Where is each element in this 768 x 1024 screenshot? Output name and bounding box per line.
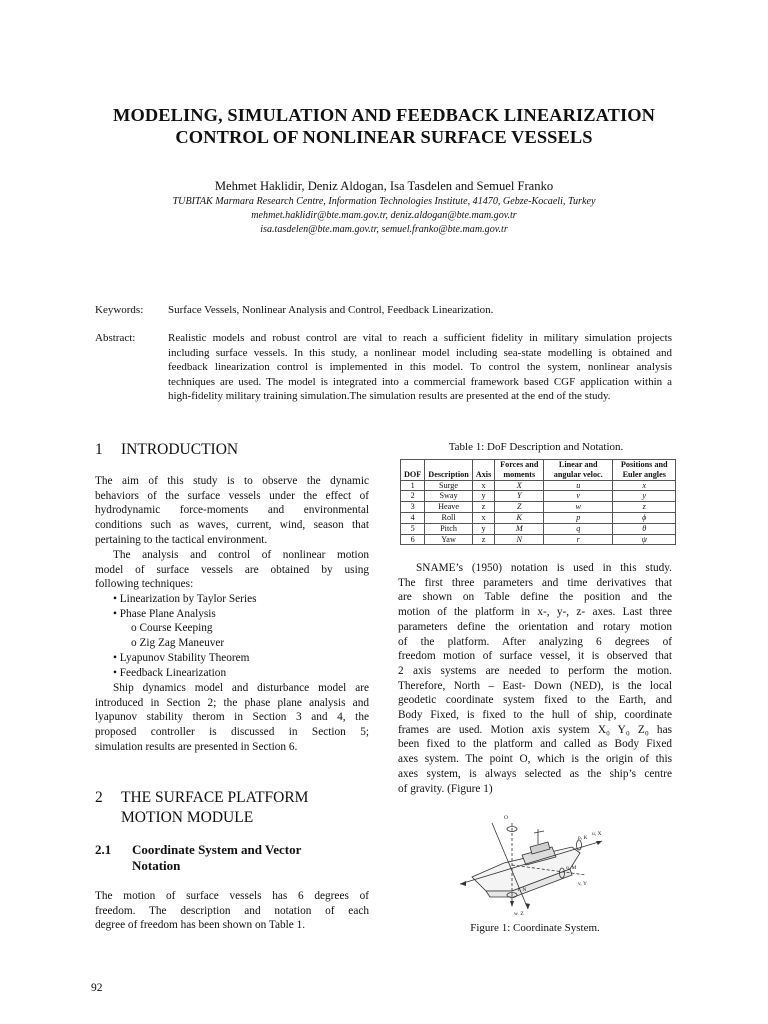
page-number: 92 bbox=[91, 982, 103, 994]
figure-label: v, Y bbox=[578, 881, 587, 887]
table-row bbox=[401, 534, 676, 545]
text-line: pertaining to the tactical environment. bbox=[95, 533, 268, 546]
text-line: geodetic coordinate system fixed to the Earth, and bbox=[398, 694, 672, 707]
table-row bbox=[401, 512, 676, 523]
text-line: of the platform. After analyzing 6 degrees of bbox=[398, 635, 672, 648]
list-item: • Linearization by Taylor Series bbox=[113, 593, 257, 605]
text-line: axes system. The point O, which is the origin of this bbox=[398, 753, 672, 766]
dof-table bbox=[400, 459, 676, 545]
table-cell: x bbox=[472, 512, 494, 523]
section-2-heading bbox=[95, 788, 308, 828]
table-cell: ψ bbox=[613, 534, 676, 545]
text-line: conditions such as waves, current, wind, season that bbox=[95, 519, 369, 532]
text-line: are shown on Table define the position and the bbox=[398, 591, 672, 604]
section-1-title: INTRODUCTION bbox=[121, 441, 239, 458]
table-cell: Heave bbox=[425, 502, 472, 513]
table-cell: z bbox=[472, 502, 494, 513]
text-line: behaviors of the surface vessels under the effect of bbox=[95, 489, 369, 502]
text-line: model of surface vessels are obtained by using bbox=[95, 563, 369, 576]
table-cell: K bbox=[495, 512, 544, 523]
table-body bbox=[401, 480, 676, 545]
text-line: hydrodynamic force-moments and environmental bbox=[95, 504, 369, 517]
text-line: freedom. The description and notation of each bbox=[95, 904, 369, 917]
list-item: • Lyapunov Stability Theorem bbox=[113, 651, 250, 664]
table-header-cell: Linear and angular veloc. bbox=[544, 460, 613, 481]
list-item: • Feedback Linearization bbox=[113, 666, 227, 679]
table-header-cell: Axis bbox=[472, 460, 494, 481]
text-line: lyapunov stability therom in Section 3 and 4, the bbox=[95, 711, 369, 724]
table-caption: Table 1: DoF Description and Notation. bbox=[448, 441, 624, 453]
list-item: o Zig Zag Maneuver bbox=[131, 637, 225, 650]
table-header-row bbox=[401, 460, 676, 481]
table-row bbox=[401, 480, 676, 491]
text-line: proposed controller is discussed in Section 5; bbox=[95, 726, 369, 739]
table-cell: x bbox=[472, 480, 494, 491]
table-cell: p bbox=[544, 512, 613, 523]
table-cell: Y bbox=[495, 491, 544, 502]
text-line: freedom motion of surface vessel, it is observed that bbox=[398, 650, 672, 663]
table-cell: Roll bbox=[425, 512, 472, 523]
figure-label: r, N bbox=[518, 887, 527, 893]
intro-paragraph-1 bbox=[95, 474, 369, 548]
section-2-1-title-line: Notation bbox=[132, 858, 181, 873]
table-cell: N bbox=[495, 534, 544, 545]
paper-title bbox=[60, 104, 708, 148]
table-row bbox=[401, 502, 676, 513]
text-line: The motion of surface vessels has 6 degrees of bbox=[95, 890, 369, 902]
section-2-number: 2 bbox=[95, 789, 103, 806]
text-line: Therefore, North – East- Down (NED), is the local bbox=[398, 679, 672, 692]
text-line: 2 axis systems are needed to perform the motion. bbox=[398, 664, 672, 677]
section-2-1-number: 2.1 bbox=[95, 842, 112, 857]
table-cell: 3 bbox=[401, 502, 425, 513]
section-2-1-title-line: Coordinate System and Vector bbox=[132, 842, 302, 857]
table-cell: y bbox=[472, 491, 494, 502]
abstract-line: techniques are used. The model is integrated into a commercial framework based CGF application within a bbox=[168, 375, 672, 388]
text-line: simulation results are presented in Section 6. bbox=[95, 740, 298, 753]
text-line: motion of the platform in x-, y-, z- axes. Last three bbox=[398, 606, 672, 619]
table-cell: M bbox=[495, 523, 544, 534]
table-cell: Surge bbox=[425, 480, 472, 491]
list-item: • Phase Plane Analysis bbox=[113, 607, 216, 620]
figure-label: u, X bbox=[592, 831, 602, 837]
email-line-1: mehmet.haklidir@bte.mam.gov.tr, deniz.aldogan@bte.mam.gov.tr bbox=[251, 210, 517, 221]
text-line: degree of freedom has been shown on Table 1. bbox=[95, 919, 306, 932]
coordinate-system-figure bbox=[452, 805, 622, 915]
email-line-2: isa.tasdelen@bte.mam.gov.tr, semuel.franko@bte.mam.gov.tr bbox=[260, 224, 508, 235]
section-2-title-line: THE SURFACE PLATFORM bbox=[121, 789, 309, 806]
table-cell: 4 bbox=[401, 512, 425, 523]
authors: Mehmet Haklidir, Deniz Aldogan, Isa Tasdelen and Semuel Franko bbox=[214, 179, 554, 193]
table-header-cell: Description bbox=[425, 460, 472, 481]
abstract-line: feedback linearization control is implemented in this model. To control the system, nonlinear analysis bbox=[168, 361, 672, 374]
figure-label: w, Z bbox=[514, 911, 524, 915]
abstract-line: Realistic models and robust control are vital to reach a sufficient fidelity in military simulation projects bbox=[168, 332, 672, 344]
text-line: The analysis and control of nonlinear motion bbox=[113, 549, 369, 561]
table-cell: ϕ bbox=[613, 512, 676, 523]
text-line: Ship dynamics model and disturbance model are bbox=[113, 682, 369, 694]
table-header-cell: Positions and Euler angles bbox=[613, 460, 676, 481]
table-cell: X bbox=[495, 480, 544, 491]
table-cell: 2 bbox=[401, 491, 425, 502]
table-cell: 6 bbox=[401, 534, 425, 545]
table-cell: 1 bbox=[401, 480, 425, 491]
table-cell: z bbox=[613, 502, 676, 513]
abstract-text bbox=[168, 331, 672, 404]
table-cell: w bbox=[544, 502, 613, 513]
text-line: frames are used. Motion axis system X₀ Y₀ Z₀ has bbox=[398, 723, 672, 736]
figure-label: q, M bbox=[566, 865, 577, 871]
table-cell: y bbox=[613, 491, 676, 502]
affiliation bbox=[60, 195, 708, 237]
abstract-line: high-fidelity military training simulation.The simulation results are presented at the end of the study. bbox=[168, 390, 611, 403]
keywords-text: Surface Vessels, Nonlinear Analysis and Control, Feedback Linearization. bbox=[168, 304, 494, 316]
section-1-number: 1 bbox=[95, 441, 103, 458]
table-cell: Pitch bbox=[425, 523, 472, 534]
text-line: SNAME’s (1950) notation is used in this study. bbox=[416, 562, 672, 574]
text-line: The first three parameters and time derivatives that bbox=[398, 576, 672, 589]
figure-label: O bbox=[504, 815, 508, 821]
table-cell: y bbox=[472, 523, 494, 534]
table-cell: Sway bbox=[425, 491, 472, 502]
table-cell: θ bbox=[613, 523, 676, 534]
table-cell: x bbox=[613, 480, 676, 491]
abstract-line: including surface vessels. In this study, a nonlinear model including sea-state modelling is obtained and bbox=[168, 346, 672, 359]
table-cell: u bbox=[544, 480, 613, 491]
table-cell: v bbox=[544, 491, 613, 502]
figure-caption: Figure 1: Coordinate System. bbox=[470, 922, 600, 934]
table-cell: Z bbox=[495, 502, 544, 513]
abstract-label: Abstract: bbox=[95, 332, 136, 344]
table-cell: 5 bbox=[401, 523, 425, 534]
list-item: o Course Keeping bbox=[131, 622, 213, 635]
table-header-cell: Forces and moments bbox=[495, 460, 544, 481]
figure-label: p, K bbox=[578, 835, 588, 841]
right-paragraph bbox=[398, 561, 672, 796]
text-line: axes system, is always selected as the ship’s centre bbox=[398, 767, 672, 780]
table-cell: q bbox=[544, 523, 613, 534]
text-line: introduced in Section 2; the phase plane analysis and bbox=[95, 696, 369, 709]
section-2-title-line: MOTION MODULE bbox=[121, 809, 254, 826]
intro-paragraph-3 bbox=[95, 681, 369, 755]
table-header-cell: DOF bbox=[401, 460, 425, 481]
section-1-heading bbox=[95, 440, 238, 460]
text-line: Body Fixed, is fixed to the hull of ship, coordinate bbox=[398, 709, 672, 722]
table-cell: z bbox=[472, 534, 494, 545]
text-line: The aim of this study is to observe the dynamic bbox=[95, 475, 369, 487]
keywords-label: Keywords: bbox=[95, 304, 144, 316]
section-2-1-paragraph bbox=[95, 889, 369, 933]
table-cell: Yaw bbox=[425, 534, 472, 545]
section-2-1-heading bbox=[95, 842, 301, 874]
table-row bbox=[401, 523, 676, 534]
text-line: parameters define the orientation and rotary motion bbox=[398, 620, 672, 633]
intro-paragraph-2 bbox=[95, 548, 369, 592]
text-line: of gravity. (Figure 1) bbox=[398, 782, 493, 795]
title-line-2: CONTROL OF NONLINEAR SURFACE VESSELS bbox=[175, 127, 593, 147]
affiliation-line-1: TUBITAK Marmara Research Centre, Information Technologies Institute, 41470, Gebze-Kocaeli, Turkey bbox=[172, 196, 596, 207]
table-cell: r bbox=[544, 534, 613, 545]
text-line: been fixed to the platform and called as Body Fixed bbox=[398, 738, 672, 751]
title-line-1: MODELING, SIMULATION AND FEEDBACK LINEARIZATION bbox=[112, 105, 655, 125]
text-line: following techniques: bbox=[95, 578, 194, 591]
technique-list bbox=[95, 592, 369, 680]
table-row bbox=[401, 491, 676, 502]
